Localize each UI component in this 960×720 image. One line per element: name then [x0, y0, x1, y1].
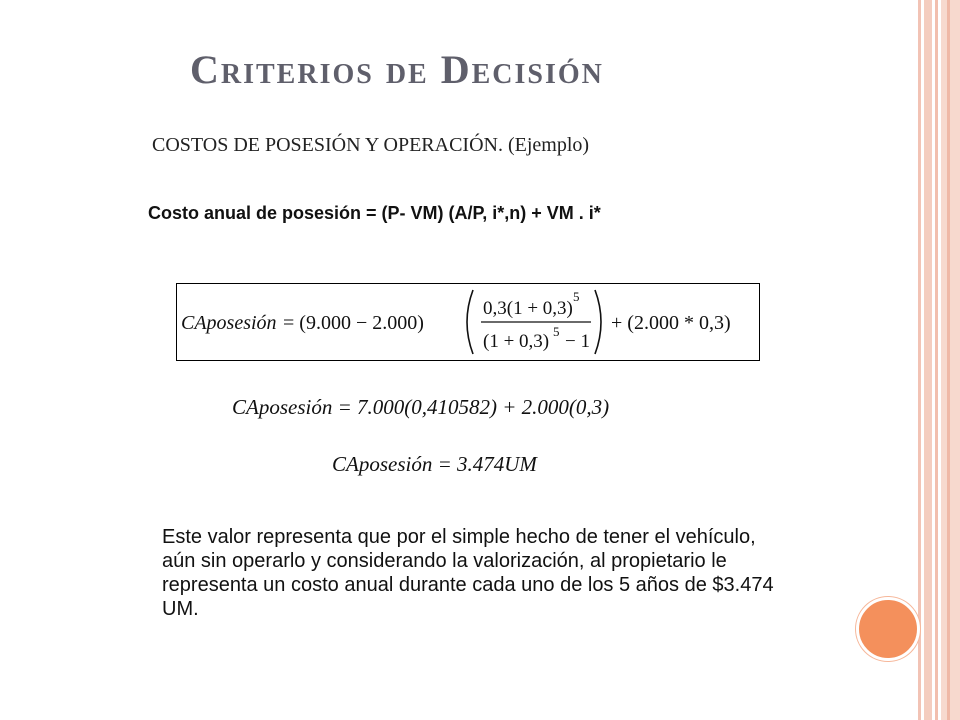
- equation-3: [332, 446, 592, 480]
- decorative-stripe: [941, 0, 960, 720]
- decorative-stripe: [947, 0, 950, 720]
- slide-subtitle: COSTOS DE POSESIÓN Y OPERACIÓN. (Ejemplo): [152, 134, 590, 156]
- decorative-circle: [856, 597, 920, 661]
- eq1-denominator-tail: − 1: [565, 331, 590, 352]
- equation-box: [176, 283, 760, 361]
- eq3-text: CAposesión = 3.474UM: [332, 452, 537, 476]
- equation-2: [232, 388, 692, 424]
- right-paren: [595, 290, 601, 354]
- eq1-lhs: CAposesión: [181, 312, 277, 334]
- eq1-middle: = (9.000 − 2.000): [283, 312, 424, 334]
- decorative-stripe: [918, 0, 921, 720]
- eq1-numerator-exp: 5: [573, 289, 580, 304]
- slide-title: Criterios de Decisión: [190, 47, 604, 92]
- explanation-paragraph: Este valor representa que por el simple hecho de tener el vehículo, aún sin operarlo y considerando la valorización, al propietario le representa un costo anual durante cada uno de los 5 años de $3.474 UM.: [162, 526, 774, 620]
- decorative-stripe: [935, 0, 938, 720]
- eq1-numerator: 0,3(1 + 0,3): [483, 298, 573, 319]
- eq2-text: CAposesión = 7.000(0,410582) + 2.000(0,3): [232, 395, 610, 419]
- eq1-tail: + (2.000 * 0,3): [611, 312, 731, 334]
- formula-definition: Costo anual de posesión = (P- VM) (A/P, i*,n) + VM . i*: [148, 203, 601, 223]
- eq1-denominator-exp: 5: [553, 324, 560, 339]
- left-paren: [467, 290, 473, 354]
- decorative-stripe: [924, 0, 932, 720]
- eq1-denominator: (1 + 0,3): [483, 331, 550, 352]
